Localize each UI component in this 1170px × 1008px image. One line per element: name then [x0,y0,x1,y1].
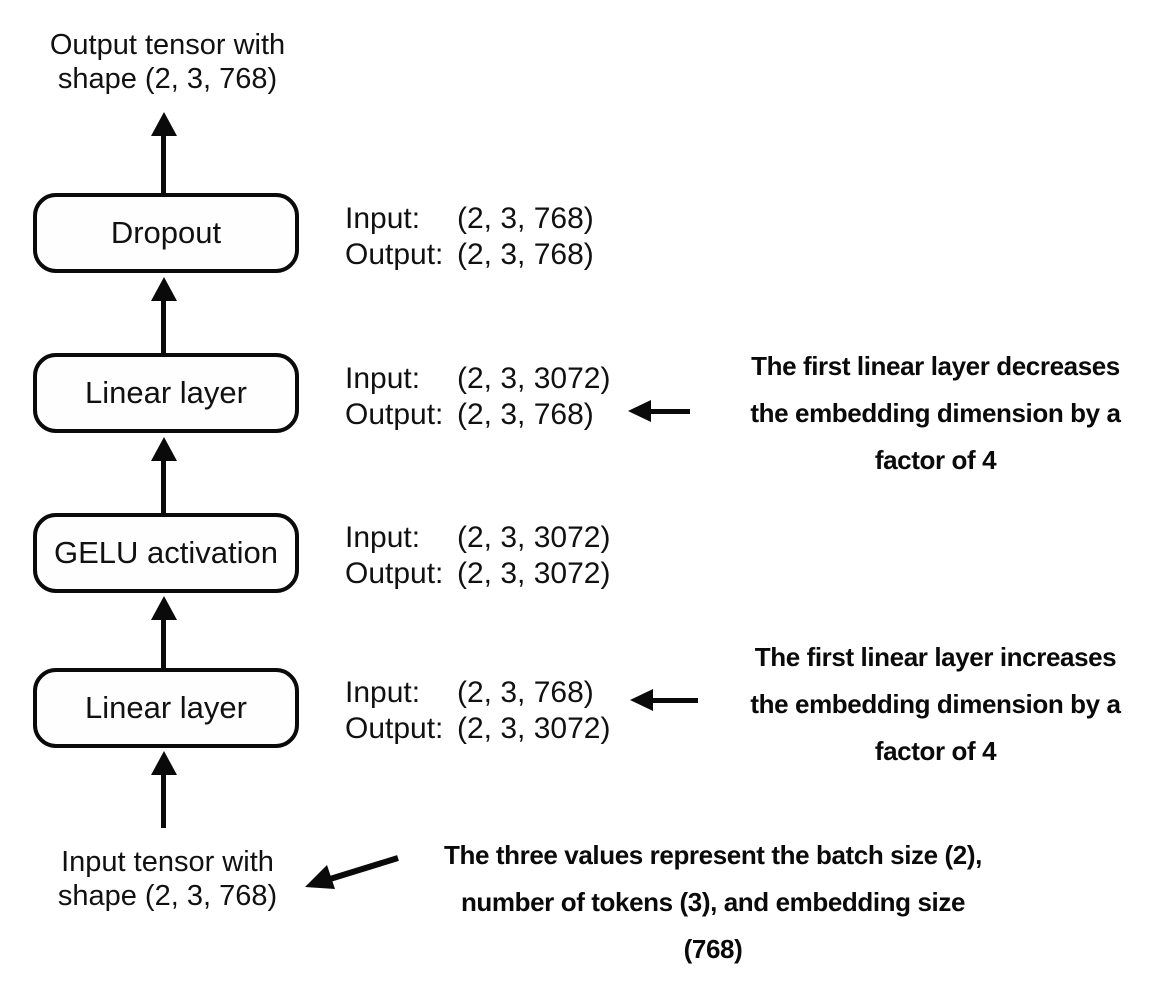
io-output-row [345,397,610,433]
dropout-box [33,193,299,273]
io-output-value: (2, 3, 768) [457,398,594,431]
io-output-row [345,237,594,273]
input-tensor-label-line2: shape (2, 3, 768) [57,880,278,912]
annotation-line: the embedding dimension by a [750,689,1121,719]
annotation-linear-decrease [718,343,1153,484]
io-output-value: (2, 3, 3072) [457,557,611,590]
arrow-left-shaft [651,698,698,703]
linear-layer-increase-box [33,668,299,748]
arrow-down-left-icon [296,846,406,898]
annotation-line: factor of 4 [874,736,997,766]
io-output-label: Output: [345,238,444,271]
io-output-value: (2, 3, 3072) [457,712,611,745]
io-input-value: (2, 3, 768) [457,202,594,235]
io-block-gelu [345,520,610,592]
io-input-label: Input: [345,362,421,395]
arrow-up-shaft [161,134,166,194]
annotation-line: The first linear layer decreases [751,351,1120,381]
io-output-label: Output: [345,557,444,590]
output-tensor-label [25,28,310,96]
arrow-up-shaft [161,459,166,515]
arrow-up-head-icon [151,112,177,136]
annotation-line: The first linear layer increases [754,642,1117,672]
io-input-label: Input: [345,521,421,554]
io-block-dropout [345,201,594,273]
annotation-linear-increase [718,634,1153,775]
io-block-linear-increase [345,675,610,747]
annotation-line: (768) [683,934,743,964]
arrow-left-head-icon [630,689,653,711]
dropout-box-label: Dropout [110,215,222,250]
arrow-up-shaft [161,618,166,668]
input-tensor-label [25,845,310,913]
gelu-activation-label: GELU activation [54,535,278,570]
output-tensor-label-line2: shape (2, 3, 768) [57,63,278,95]
annotation-line: number of tokens (3), and embedding size [460,887,966,917]
arrow-up-shaft [161,773,166,828]
io-output-label: Output: [345,712,444,745]
arrow-up-head-icon [151,596,177,620]
io-block-linear-decrease [345,361,610,433]
io-input-value: (2, 3, 768) [457,676,594,709]
linear-layer-decrease-label: Linear layer [85,375,247,410]
arrow-up-shaft [161,299,166,354]
arrow-up-head-icon [151,437,177,461]
annotation-line: The three values represent the batch size (2), [444,840,982,870]
io-input-value: (2, 3, 3072) [457,362,611,395]
io-output-row [345,711,610,747]
annotation-line: factor of 4 [874,445,997,475]
io-input-row [345,361,610,397]
io-output-row [345,556,610,592]
input-tensor-label-line1: Input tensor with [61,846,274,878]
arrow-left-shaft [649,409,690,414]
io-output-value: (2, 3, 768) [457,238,594,271]
annotation-line: the embedding dimension by a [750,398,1121,428]
io-input-label: Input: [345,202,421,235]
gelu-activation-box [33,513,299,593]
linear-layer-decrease-box [33,353,299,433]
io-input-row [345,675,610,711]
io-input-row [345,520,610,556]
io-input-value: (2, 3, 3072) [457,521,611,554]
io-input-label: Input: [345,676,421,709]
annotation-tensor-shape-meaning [398,832,1028,973]
io-input-row [345,201,594,237]
linear-layer-increase-label: Linear layer [85,690,247,725]
arrow-up-head-icon [151,751,177,775]
output-tensor-label-line1: Output tensor with [49,29,286,61]
io-output-label: Output: [345,398,444,431]
arrow-left-head-icon [628,400,651,422]
arrow-up-head-icon [151,277,177,301]
